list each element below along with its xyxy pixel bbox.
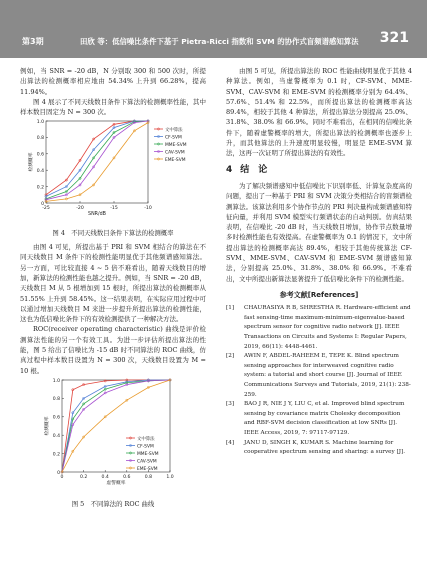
paragraph: ROC(receiver operating characteristic) 曲线是评价检测算法性能的另一个有效工具。为进一步评估所提出算法的性能，图 5 给出了信噪比为 -15 dB 时不同算法的 ROC 曲线，仿真过程中样本数目设置为 N = 300 次，天线数目设置为 M = 10 根。 — [20, 325, 206, 375]
section-number: 4 — [226, 164, 233, 175]
y-tick-label: 0.2 — [52, 452, 60, 458]
section-title: 结 论 — [240, 164, 268, 175]
left-column — [20, 66, 206, 514]
y-axis-label: 检测概率 — [29, 152, 34, 173]
x-axis-label: SNR/dB — [88, 212, 106, 218]
reference-item — [226, 304, 412, 352]
legend-label: CAV-SVM — [137, 459, 157, 465]
legend-label: MME-SVM — [137, 451, 159, 457]
reference-number: [2] — [226, 353, 235, 360]
series-line — [62, 380, 170, 472]
reference-number: [4] — [226, 439, 235, 446]
figure-5 — [20, 376, 206, 497]
right-column — [226, 66, 412, 458]
x-tick-label: -25 — [42, 206, 50, 212]
legend-label: CF-SVM — [137, 444, 154, 450]
paragraph: 图 4 展示了不同天线数目条件下算法的检测概率性能，其中样本数目固定为 N = 300 次。 — [20, 97, 206, 117]
reference-text: BAO J R, NIE J Y, LIU C, et al. Improved blind spectrum sensing by covariance matrix Cholesky decomposition and RBF-SVM decision classification at low SNRs [J]. IEEE Access, 2019, 7: 97117-97129. — [244, 401, 405, 436]
y-axis-label: 检测概率 — [45, 416, 50, 436]
series-line — [62, 380, 170, 472]
y-tick-label: 0.8 — [36, 136, 44, 142]
page-header — [0, 0, 427, 58]
reference-list — [226, 304, 412, 458]
y-tick-label: 0.6 — [52, 415, 60, 421]
running-title: 田欣 等：低信噪比条件下基于 Pietra-Ricci 指数和 SVM 的协作式盲频谱感知算法 — [80, 37, 359, 46]
reference-item — [226, 352, 412, 400]
plot-frame — [62, 380, 170, 472]
y-tick-label: 0 — [41, 202, 44, 208]
x-tick-label: 0.4 — [101, 474, 109, 480]
y-tick-label: 0.4 — [52, 433, 60, 439]
paragraph: 由图 5 可见，所提出算法的 ROC 性能曲线明显优于其他 4 种算法。例如，当虚警概率为 0.1 时，CF-SVM、MME-SVM、CAV-SVM 和 EME-SVM 的检测概率分别为 64.4%、57.6%、51.4% 和 22.5%，而所提出算法的检测概率高达 89.4%，相较于其他 4 种算法，所提出算法分别提高 25.0%、31.8%、38.0% 和 66.9%。同时不难看出，在相同的信噪比条件下，随着虚警概率的增大，所提出算法的检测概率也逐步上升，而其他算法的上升速度明显较慢，明显是 EME-SVM 算法，这再一次证明了所提出算法的有效性。 — [226, 67, 412, 158]
x-tick-label: 0.6 — [123, 474, 131, 480]
references-heading: 参考文献[References] — [279, 290, 359, 299]
x-tick-label: 1.0 — [166, 474, 174, 480]
reference-item — [226, 400, 412, 438]
x-tick-label: 0 — [60, 474, 64, 480]
series-line — [62, 380, 170, 472]
reference-item — [226, 439, 412, 458]
series-line — [46, 121, 148, 195]
figure-5-chart — [20, 376, 206, 494]
series-line — [62, 380, 170, 472]
y-tick-label: 0 — [57, 470, 60, 476]
reference-text: AWIN F, ABDEL-RAHEEM E, TEPE K. Blind spectrum sensing approaches for interweaved cognitive radio system: a tutorial and short course [J]. Journal of IEEE Communications Surveys and Tutorials, 2019, 21(1): 238-259. — [244, 353, 411, 398]
reference-number: [1] — [226, 305, 235, 312]
figure-4-chart — [20, 117, 206, 222]
x-tick-label: -15 — [110, 206, 118, 212]
paragraph: 为了解决频谱感知中低信噪比下识别率低、计算复杂度高的问题，提出了一种基于 PRI 和 SVM 决策分类相结合的盲频谱检测算法。该算法利用多个协作节点的 PRI 判决量构成频谱感知特征向量，并利用 SVM 模型实行频谱状态的自动判别。仿真结果表明，在信噪比 -20 dB 时，当天线数目增加，协作节点数量增多时检测性能也有效提高。在虚警概率为 0.1 的情况下，文中所提出算法的检测概率高达 89.4%，相较于其他传统算法 CF-SVM、MME-SVM、CAV-SVM 和 EME-SVM 频谱感知算法，分别提高 25.0%、31.8%、38.0% 和 66.9%。不难看出，文中所提出新算法显著提升了低信噪比条件下的检测性能。 — [226, 181, 412, 283]
figure-4 — [20, 117, 206, 225]
page-number: 321 — [379, 30, 409, 46]
y-tick-label: 0.8 — [52, 397, 60, 403]
series-line — [62, 380, 170, 472]
paragraph: 由图 4 可见，所提出基于 PRI 和 SVM 相结合的算法在不同天线数目 M 条件下的检测性能明显优于其他频谱感知算法。另一方面，可比较直接 4 ~ 5 倍不难看出，随着天线数目的增加，新算法的检测性能也越之提升。例如，当 SNR = -20 dB，天线数目 M 从 5 根增加到 15 根时，所提出算法的检测概率从 51.55% 上升到 58.45%。这一结果表明，在实际应用过程中可以通过增加天线数目 M 来进一步提升所提出算法的检测性能，这也为低信噪比条件下的有效检测提供了一种解决方法。 — [20, 243, 206, 324]
legend-label: 文中算法 — [137, 436, 155, 442]
reference-number: [3] — [226, 401, 235, 408]
x-tick-label: -10 — [144, 206, 152, 212]
x-axis-label: 虚警概率 — [106, 480, 126, 486]
x-tick-label: 0.8 — [144, 474, 153, 480]
series-line — [46, 121, 148, 196]
y-tick-label: 1.0 — [52, 378, 60, 384]
legend-label: 文中算法 — [165, 128, 183, 134]
legend-label: CAV-SVM — [165, 150, 185, 156]
y-tick-label: 0.4 — [36, 169, 44, 175]
figure-4-caption: 图 4 不同天线数目条件下算法的检测概率 — [52, 228, 174, 237]
y-tick-label: 0.2 — [36, 185, 44, 191]
section-heading — [226, 165, 412, 175]
paragraph: 例如，当 SNR = -20 dB，N 分别取 300 和 500 次时，所提出算法的检测概率相应地由 54.34% 上升到 66.28%，提高 11.94%。 — [20, 67, 206, 96]
x-tick-label: 0.2 — [79, 474, 88, 480]
figure-5-caption: 图 5 不同算法的 ROC 曲线 — [71, 500, 155, 509]
y-tick-label: 1.0 — [36, 120, 44, 126]
legend-label: EME-SVM — [165, 158, 186, 164]
legend-label: EME-SVM — [137, 466, 158, 472]
reference-text: CHAURASIYA R B, SHRESTHA R. Hardware-efficient and fast sensing-time maximum-minimum-eigenvalue-based spectrum sensor for cognitive radio network [J]. IEEE Transactions on Circuits and Systems I: Regular Papers, 2019, 66(11): 4448-4461. — [244, 305, 411, 350]
y-tick-label: 0.6 — [36, 153, 44, 159]
x-tick-label: -20 — [76, 206, 84, 212]
legend-label: CF-SVM — [165, 135, 182, 141]
journal-issue: 第3期 — [22, 37, 44, 46]
legend-label: MME-SVM — [165, 143, 187, 149]
reference-text: JANU D, SINGH K, KUMAR S. Machine learning for cooperative spectrum sensing and sharing: a survey [J]. — [244, 439, 406, 456]
